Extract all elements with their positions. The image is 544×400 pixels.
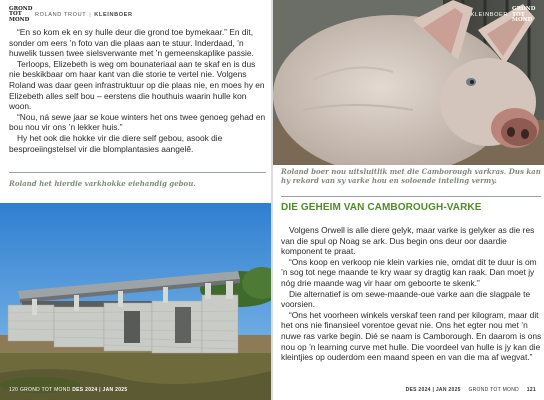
pig-illustration [273, 0, 544, 165]
page-number-right: 121 [526, 387, 536, 393]
pig-photo [273, 0, 544, 165]
pig-pen-illustration [0, 203, 271, 400]
section-headline: DIE GEHEIM VAN CAMBOROUGH-VARKE [281, 202, 482, 213]
pig-pen-photo [0, 203, 271, 400]
photo-caption-left: Roland het hierdie varkhokke eiehandig gebou. [9, 179, 196, 188]
magazine-logo: GROND TOT MOND [9, 5, 33, 23]
footer-issue: DES 2024 | JAN 2025 [72, 387, 128, 393]
caption-divider-right [281, 196, 541, 197]
footer-issue-right: DES 2024 | JAN 2025 [405, 387, 461, 393]
page-footer-right [406, 387, 536, 393]
magazine-logo-right: GROND TOT MOND [512, 6, 536, 23]
footer-magazine-name-right: GROND TOT MOND [468, 387, 520, 393]
right-page [273, 0, 544, 400]
body-text-right [281, 225, 543, 363]
header-author: ROLAND TROUT [35, 12, 87, 18]
left-page [0, 0, 271, 400]
paragraph: Die alternatief is om sewe-maande-oue varke aan die slagpale te voorsien. [281, 288, 531, 310]
paragraph: “Ons het voorheen winkels verskaf teen rand per kilogram, maar dit het ons nie finansieel vorentoe gevat nie. Ons het egter nou met ’n nuwe ras varke begin. Dié se naam is Camborough. En daarom is ons nou op ’n learning curve met hulle. Die voordeel van hulle is jy kan die kleintjies op ouderdom een maand speen en van die ma af wegvat.” [281, 309, 542, 363]
paragraph: Hy het ook die hokke vir die diere self gebou, asook die besproeiingstelsel vir die blomplantasies aangelê. [9, 132, 223, 154]
header-author-section [35, 12, 133, 18]
header-section: KLEINBOER [94, 12, 133, 18]
footer-magazine-name: GROND TOT MOND [19, 387, 71, 393]
paragraph: “En so kom ek en sy hulle deur die grond toe bymekaar.” En dit, sonder om eers ’n foto van die plaas aan te stuur. Inderdaad, ’n huwelik tussen twee sielsverwante met ’n gemeenskaplike passie. [9, 27, 254, 59]
header-section-right: KLEINBOER [470, 12, 508, 19]
photo-caption-right: Roland boer nou uitsluitlik met die Camborough varkras. Dus kan hy rekord van sy varke hou en soloende inteling vermy. [281, 167, 541, 185]
caption-divider [9, 172, 266, 173]
page-footer-left [9, 387, 127, 393]
page-number-left: 120 [9, 387, 19, 393]
running-header-right [471, 7, 534, 24]
paragraph: “Nou, ná sewe jaar se koue winters het ons twee genoeg gehad en bou nou vir ons ’n lekker huis.” [9, 111, 266, 133]
running-header-left [9, 6, 133, 24]
header-separator: | [89, 12, 92, 18]
paragraph: Terloops, Elizebeth is weg om bounateriaal aan te skaf en is dus nie beskikbaar om haar kant van die storie te vertel nie. Volgens Roland was daar geen infrastruktuur op die plaas nie, en moes hy en Elizebeth alles self bou – eerstens die houthuis waarin hulle kon woon. [9, 58, 265, 112]
paragraph: Volgens Orwell is alle diere gelyk, maar varke is gelyker as die res van die spul op Noag se ark. Dus begin ons deur oor daardie komponent te praat. [281, 225, 535, 257]
paragraph: “Ons koop en verkoop nie klein varkies nie, omdat dit te duur is om ’n sog tot nege maande te kry waar sy dragtig kan raak. Dan moet jy nóg drie maande wag vir haar om geboorte te skenk.” [281, 256, 537, 288]
body-text-left [9, 27, 266, 154]
